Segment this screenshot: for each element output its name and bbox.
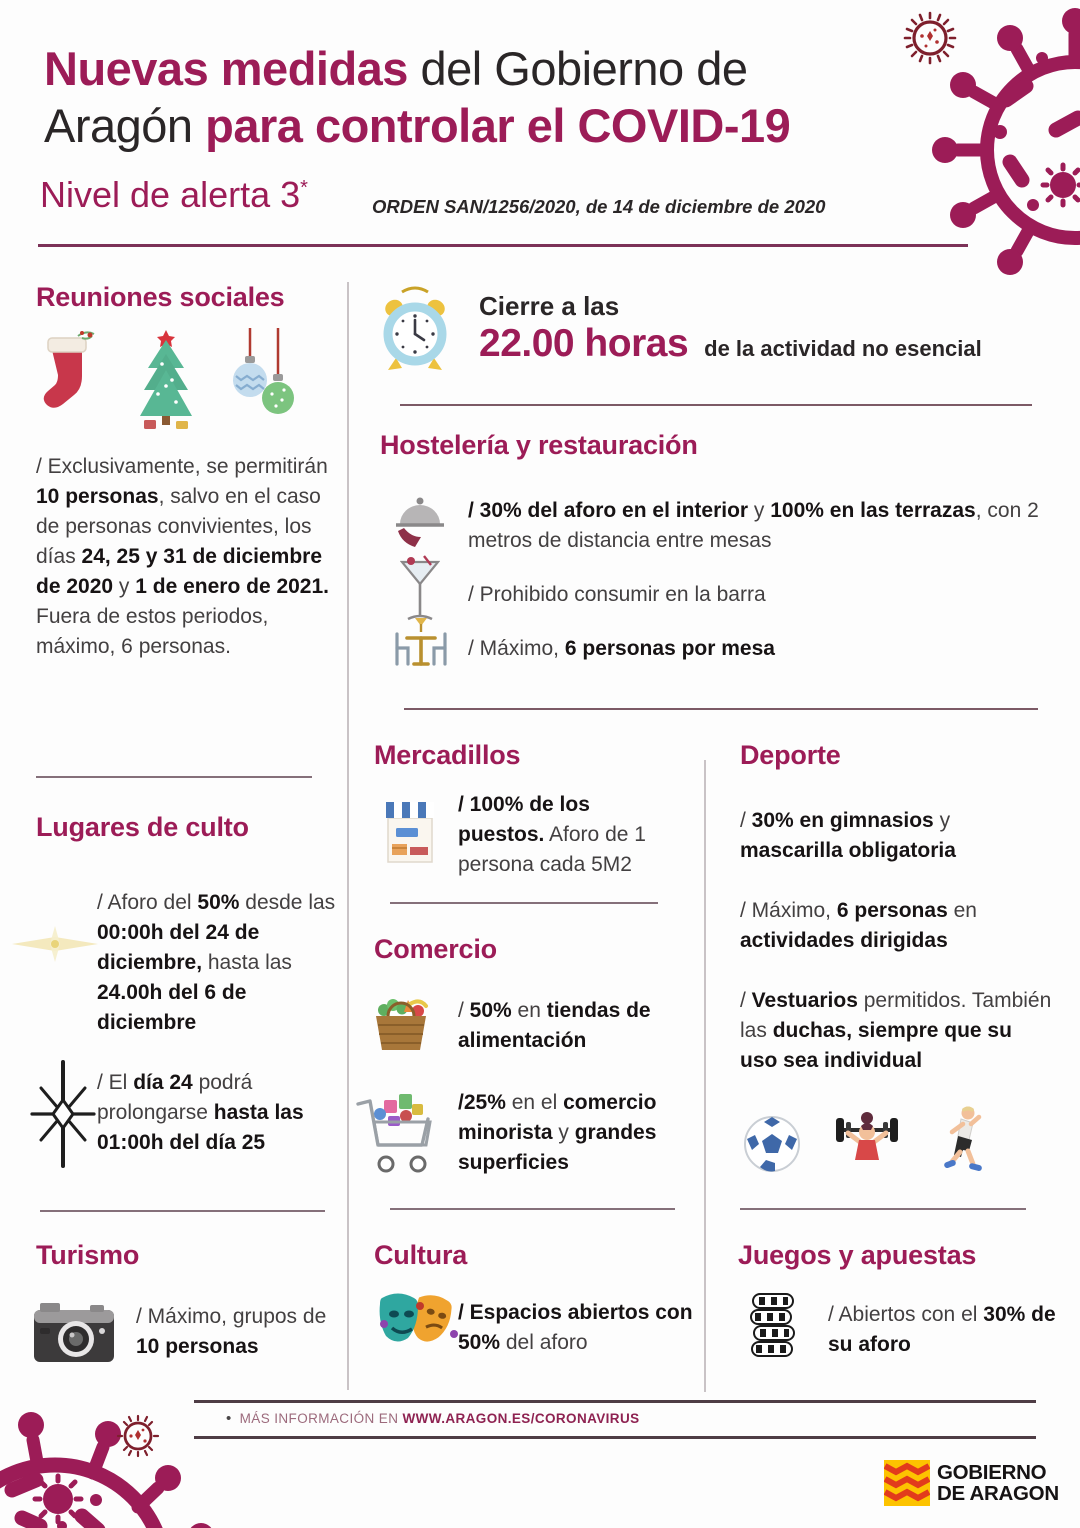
christmas-tree-icon [140, 330, 192, 429]
aragon-flag-icon [884, 1460, 930, 1506]
deporte-item-text: / 30% en gimnasios y mascarilla obligatoria [740, 809, 956, 862]
alert-footnote-mark: * [300, 177, 308, 199]
poker-chips-icon [748, 1292, 798, 1360]
christmas-icons [38, 328, 294, 436]
separator-line [390, 902, 658, 904]
separator-line [40, 1210, 325, 1212]
stocking-icon [44, 331, 94, 408]
small-virus-icon [118, 1416, 158, 1456]
section-heading-hosteleria: Hostelería y restauración [380, 430, 698, 460]
section-heading-comercio: Comercio [374, 934, 497, 964]
section-heading-mercadillos: Mercadillos [374, 740, 521, 770]
lugares-item-text: / Aforo del 50% desde las 00:00h del 24 de diciembre, hasta las 24.00h del 6 de diciembre [97, 891, 336, 1034]
section-heading-reuniones: Reuniones sociales [36, 282, 285, 312]
coronavirus-icon [860, 0, 1080, 280]
section-heading-lugares: Lugares de culto [36, 812, 249, 842]
order-reference: ORDEN SAN/1256/2020, de 14 de diciembre de 2020 [372, 196, 826, 217]
logo-line1: GOBIERNO [937, 1461, 1047, 1484]
closure-prefix: Cierre a las [479, 291, 620, 321]
column-divider [704, 760, 706, 1392]
small-virus-icon [905, 13, 955, 63]
separator-line [404, 708, 1038, 710]
soccer-ball-icon [745, 1117, 799, 1172]
section-heading-turismo: Turismo [36, 1240, 140, 1270]
reuniones-text: / Exclusivamente, se permitirán 10 personas, salvo en el caso de personas convivientes, los días 24, 25 y 31 de diciembre de 2020 y 1 de enero de 2021. Fuera de estos periodos, máximo, 6 personas. [36, 455, 330, 658]
turismo-item-text: / Máximo, grupos de 10 personas [136, 1305, 327, 1358]
alarm-clock-icon [382, 284, 448, 372]
footer-info [226, 1410, 640, 1427]
star-icon [24, 1060, 102, 1168]
food-basket-icon [370, 992, 432, 1054]
hosteleria-item-text: / Máximo, 6 personas por mesa [468, 637, 775, 660]
closure-statement [479, 322, 982, 366]
comercio-item-text: /25% en el comercio minorista y grandes superficies [458, 1091, 657, 1174]
separator-line [400, 404, 1032, 406]
section-heading-deporte: Deporte [740, 740, 841, 770]
baubles-icon [233, 328, 294, 414]
closure-time: 22.00 horas [479, 322, 689, 365]
sparkle-icon [12, 918, 98, 970]
footer-separator [194, 1400, 1036, 1403]
separator-line [36, 776, 312, 778]
page-title: Nuevas medidas del Gobierno de Aragón para controlar el COVID-19 [44, 42, 791, 152]
hosteleria-item-text: / 30% del aforo en el interior y 100% en las terrazas, con 2 metros de distancia entre mesas [468, 499, 1039, 552]
cultura-item-text: / Espacios abiertos con 50% del aforo [458, 1301, 693, 1354]
mercadillos-item-text: / 100% de los puestos. Aforo de 1 persona cada 5M2 [458, 793, 646, 876]
separator-line [740, 1208, 1026, 1210]
section-heading-juegos: Juegos y apuestas [738, 1240, 977, 1270]
cloche-icon [394, 492, 446, 550]
juegos-item-text: / Abiertos con el 30% de su aforo [828, 1303, 1056, 1356]
closure-suffix: de la actividad no esencial [704, 336, 982, 361]
weightlifter-icon [836, 1112, 898, 1160]
market-stall-icon [384, 798, 436, 868]
lugares-item-text: / El día 24 podrá prolongarse hasta las 01:00h del día 25 [97, 1071, 304, 1154]
table-chairs-icon [390, 616, 452, 672]
footer-info-prefix: MÁS INFORMACIÓN EN [239, 1411, 403, 1426]
coronavirus-icon [0, 1408, 240, 1528]
separator-line [390, 1208, 675, 1210]
shopping-cart-icon [354, 1088, 440, 1178]
comercio-item-text: / 50% en tiendas de alimentación [458, 999, 651, 1052]
footer-separator [194, 1436, 1036, 1439]
column-divider [347, 282, 349, 1390]
logo-line2: DE ARAGON [937, 1482, 1059, 1505]
alert-level: Nivel de alerta 3* [40, 174, 308, 215]
theater-masks-icon [376, 1286, 460, 1362]
camera-icon [32, 1298, 116, 1366]
hosteleria-item-text: / Prohibido consumir en la barra [468, 583, 766, 606]
gobierno-aragon-logo [884, 1460, 1059, 1506]
deporte-item-text: / Máximo, 6 personas en actividades dirigidas [740, 899, 977, 952]
sports-icons [742, 1104, 994, 1178]
section-heading-cultura: Cultura [374, 1240, 468, 1270]
bullet-icon: • [226, 1410, 232, 1427]
header-separator [38, 244, 968, 247]
footer-info-url: WWW.ARAGON.ES/CORONAVIRUS [402, 1411, 640, 1426]
runner-icon [943, 1107, 982, 1172]
deporte-item-text: / Vestuarios permitidos. También las duchas, siempre que su uso sea individual [740, 989, 1052, 1072]
